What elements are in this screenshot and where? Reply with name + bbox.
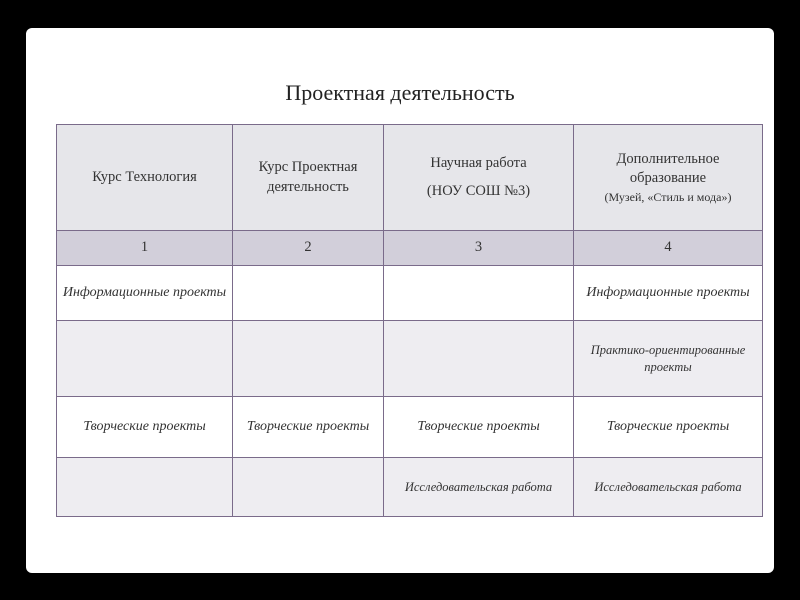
header-row (57, 125, 763, 231)
table-row (57, 458, 763, 517)
table-cell: Творческие проекты (57, 397, 233, 458)
table-cell (57, 321, 233, 397)
header-additional-note: (Музей, «Стиль и мода») (604, 189, 732, 204)
table-cell (233, 266, 384, 321)
table-row (57, 321, 763, 397)
number-cell: 4 (574, 231, 763, 266)
table-cell: Информационные проекты (57, 266, 233, 321)
number-cell: 3 (384, 231, 574, 266)
number-cell: 1 (57, 231, 233, 266)
table-cell (233, 458, 384, 517)
number-cell: 2 (233, 231, 384, 266)
header-cell (574, 125, 763, 231)
table-cell: Творческие проекты (574, 397, 763, 458)
number-row (57, 231, 763, 266)
table-cell: Исследовательская работа (384, 458, 574, 517)
slide (26, 28, 774, 573)
table-cell (384, 266, 574, 321)
header-research-school: (НОУ СОШ №3) (426, 182, 531, 199)
activity-table (56, 124, 763, 517)
header-cell (57, 125, 233, 231)
header-project-course: Курс Проектная деятельность (258, 158, 358, 195)
table-cell: Информационные проекты (574, 266, 763, 321)
table-cell (233, 321, 384, 397)
table-cell (384, 321, 574, 397)
table-row (57, 266, 763, 321)
table-cell: Творческие проекты (233, 397, 384, 458)
table-cell: Практико-ориентированные проекты (574, 321, 763, 397)
header-cell (384, 125, 574, 231)
table-cell: Исследовательская работа (574, 458, 763, 517)
header-technology: Курс Технология (92, 168, 197, 185)
table-row (57, 397, 763, 458)
header-cell (233, 125, 384, 231)
table-cell: Творческие проекты (384, 397, 574, 458)
slide-title: Проектная деятельность (285, 80, 515, 105)
table-cell (57, 458, 233, 517)
header-research: Научная работа (430, 154, 527, 171)
header-additional-education: Дополнительное образование (616, 150, 720, 187)
